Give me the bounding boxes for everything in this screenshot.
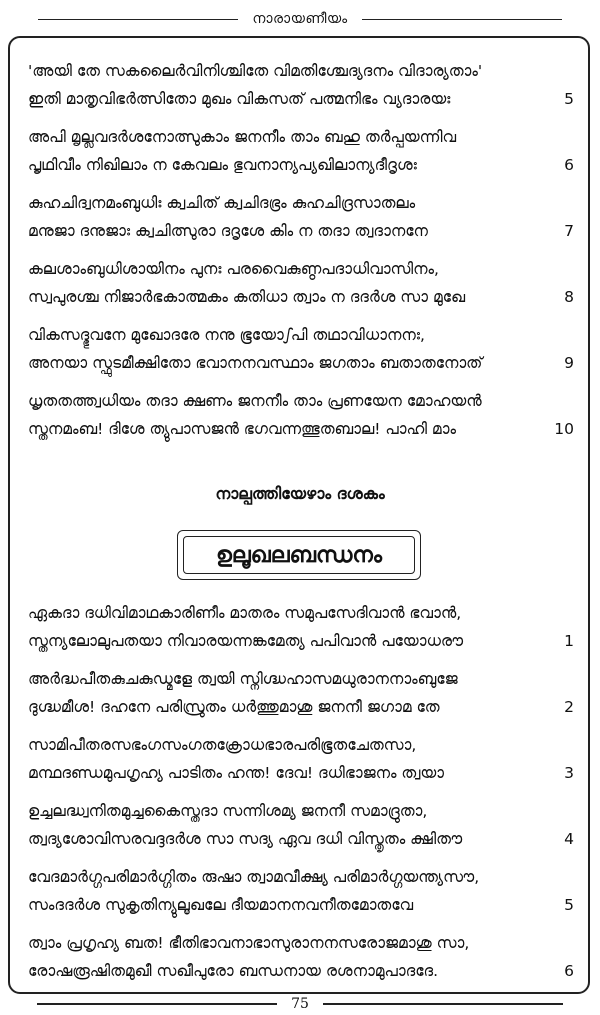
verse-line: ഏകദാ ദധിവിമാഥകാരിണീം മാതരം സമുപസേദിവാൻ ഭവാൻ, [28,604,462,622]
verse-line: കലശാംബുധിശായിനം പുനഃ പരവൈകുണ്ഠപദാധിവാസിനം, [28,260,439,278]
verse-line: വേദമാർഗ്ഗപരിമാർഗ്ഗിതം രുഷാ ത്വാമവീക്ഷ്യ പരിമാർഗ്ഗയന്ത്യസൗ, [28,868,480,886]
verse-line: സ്തന്യലോലുപതയാ നിവാരയന്നങ്കമേത്യ പപിവാൻ പയോധരൗ [28,632,464,650]
page-footer [0,994,600,1014]
verse-number: 10 [554,420,574,438]
footer-rule-left [37,1003,277,1005]
verse-line: അപി മൃല്ലവദർശനോത്സുകാം ജനനീം താം ബഹു തർപ്പയന്നിവ [28,128,457,146]
page-number: 75 [291,996,309,1012]
page-border-frame [8,36,590,994]
running-head-rule-left [38,19,238,20]
running-head-rule-right [362,19,562,20]
verse-number: 6 [564,962,574,980]
verse-line: അനയാ സ്ഫുടമീക്ഷിതോ ഭവാനനവസ്ഥാം ജഗതാം ബതാതനോത് [28,354,483,372]
verse-line: ഉച്ചലദ്ധ്വനിതമുച്ചകൈസ്തദാ സന്നിശമ്യ ജനനീ സമാദ്രുതാ, [28,802,428,820]
verse-line: 'അയി തേ സകലൈർവിനിശ്ചിതേ വിമതിശ്ചേദ്യദനം വിദാര്യതാം' [28,62,483,80]
verse-number: 5 [564,896,574,914]
dasakam-title: നാല്പത്തിയേഴാം ദശകം [215,484,385,503]
chapter-title: ഉലൂഖലബന്ധനം [183,536,415,574]
verse-line: പൃഥിവീം നിഖിലാം ന കേവലം ഭുവനാന്യപ്യഖിലാന്യദീദൃശഃ [28,156,417,174]
verse-line: കുഹചിദ്വനമംബുധിഃ ക്വചിത് ക്വചിദഭ്രം കുഹചിദ്രസാതലം [28,194,416,212]
verse-line: ത്വാം പ്രഗൃഹ്യ ബത! ഭീതിഭാവനാഭാസുരാനനസരോജമാശു സാ, [28,934,470,952]
verse-line: മന്ഥദണ്ഡമുപഗൃഹ്യ പാടിതം ഹന്ത! ദേവ! ദധിഭാജനം ത്വയാ [28,764,445,782]
chapter-title-box [177,530,421,580]
verse-line: വികസദ്ഭുവനേ മുഖോദരേ നനു ഭൂയോഽപി തഥാവിധാനനഃ, [28,326,425,344]
running-head-title: നാരായണീയം [252,11,348,27]
verse-number: 9 [564,354,574,372]
verse-number: 5 [564,90,574,108]
verse-line: ത്വദ്യശോവിസരവദ്ദദർശ സാ സദ്യ ഏവ ദധി വിസ്തൃതം ക്ഷിതൗ [28,830,463,848]
verse-number: 4 [564,830,574,848]
verse-line: രോഷരൂഷിതമുഖീ സഖീപുരോ ബന്ധനായ രശനാമുപാദദേ. [28,962,438,980]
verse-line: സ്തനമംബ! ദിശേ ത്യുപാസജൻ ഭഗവന്നത്ഭുതബാല! പാഹി മാം [28,420,456,438]
verse-line: ഇതി മാതൃവിഭർത്സിതോ മുഖം വികസത് പത്മനിഭം വ്യദാരയഃ [28,90,451,108]
verse-number: 2 [564,698,574,716]
verse-line: മനുജാ ദനുജാഃ ക്വചിത്സുരാ ദദൃശേ കിം ന തദാ ത്വദാനനേ [28,222,428,240]
verse-line: സംദദർശ സുകൃതിന്യുലൂഖലേ ദീയമാനനവനീതമോതവേ [28,896,414,914]
verse-line: ധൃതതത്ത്വധിയം തദാ ക്ഷണം ജനനീം താം പ്രണയേന മോഹയൻ [28,392,482,410]
verse-line: സ്വപുരശ്ച നിജാർഭകാത്മകം കതിധാ ത്വാം ന ദദർശ സാ മുഖേ [28,288,466,306]
verse-number: 8 [564,288,574,306]
verse-line: അർദ്ധപീതകുചകുഡ്മളേ ത്വയി സ്നിഗ്ദ്ധഹാസമധുരാനനാംബുജേ [28,670,458,688]
verse-line: ദുഗ്ദ്ധമീശ! ദഹനേ പരിസ്രുതം ധർത്തുമാശു ജനനീ ജഗാമ തേ [28,698,440,716]
verse-number: 7 [564,222,574,240]
footer-rule-right [323,1003,563,1005]
verse-number: 6 [564,156,574,174]
running-head [0,4,600,34]
verse-number: 3 [564,764,574,782]
verse-line: സാമിപീതരസഭംഗസംഗതക്രോധഭാരപരിഭൂതചേതസാ, [28,736,417,754]
verse-number: 1 [564,632,574,650]
